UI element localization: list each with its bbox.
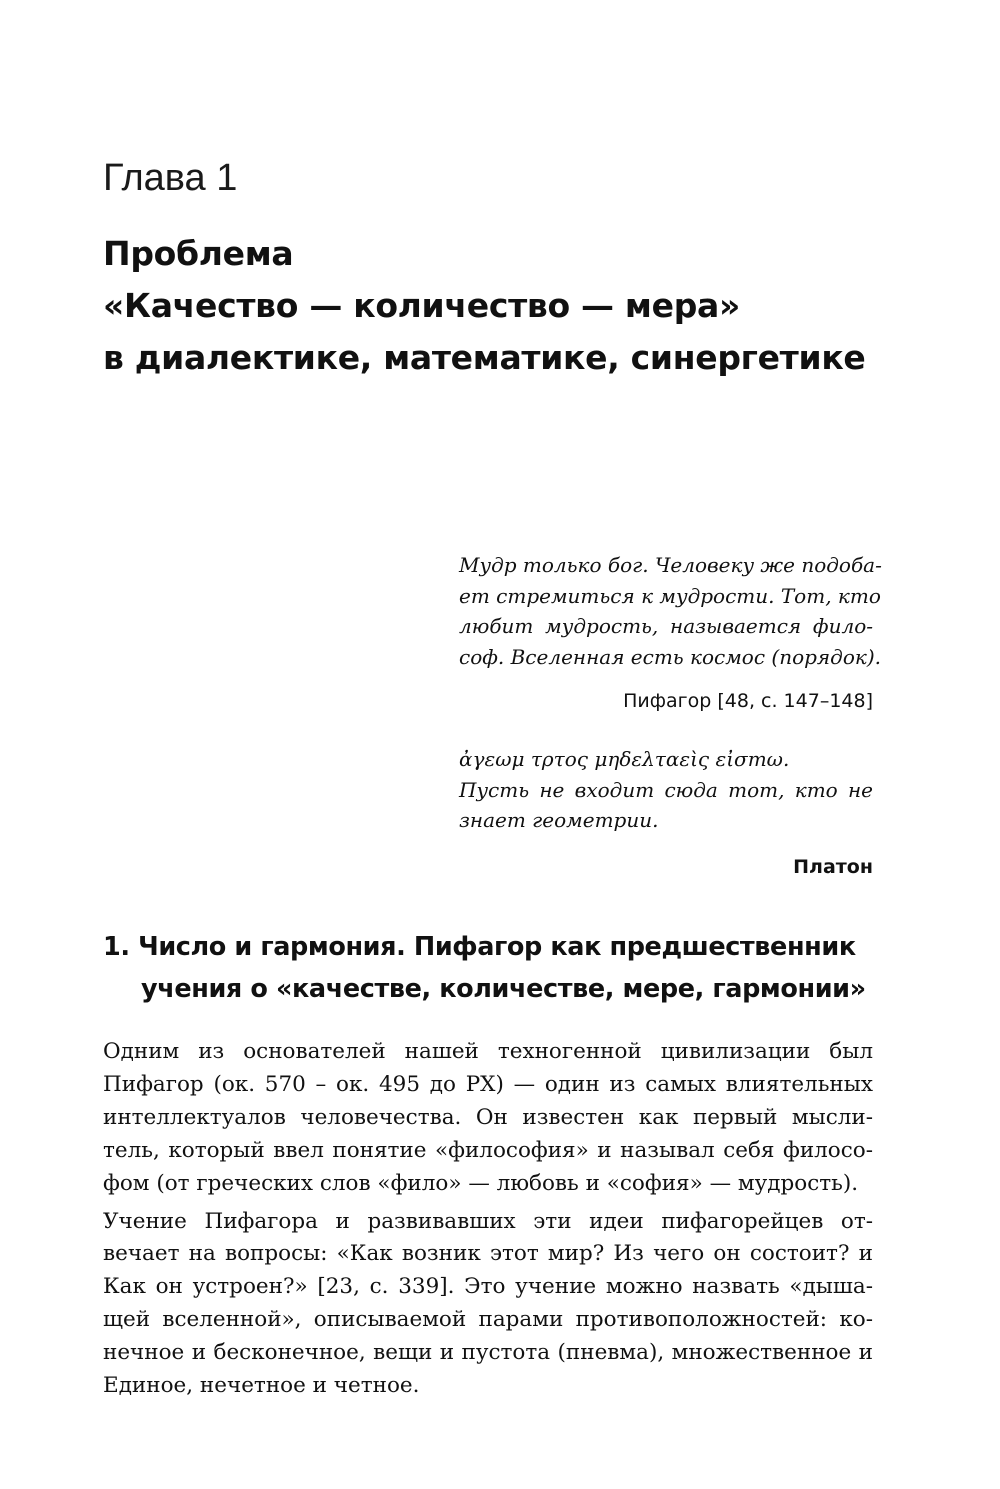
paragraph-line: Единое, нечетное и четное.: [103, 1373, 420, 1399]
paragraph-line: интеллектуалов человечества. Он известен как первый мысли-: [103, 1104, 873, 1130]
epigraph-author: Пифагор [48, с. 147–148]: [623, 690, 873, 712]
section-heading-line: 1. Число и гармония. Пифагор как предшественник: [103, 932, 856, 962]
body-text: [103, 1036, 873, 1403]
epigraph-line: знает геометрии.: [459, 808, 659, 832]
paragraph-line: Пифагор (ок. 570 – ок. 495 до РХ) — один из самых влиятельных: [103, 1071, 873, 1097]
chapter-label: Глава 1: [103, 157, 238, 199]
paragraph: [103, 1206, 873, 1403]
epigraph-text: [459, 744, 873, 836]
epigraph-line: Пусть не входит сюда тот, кто не: [459, 777, 873, 802]
epigraph-line: ет стремиться к мудрости. Тот, кто: [459, 583, 881, 608]
epigraph-line-greek: ἀγεωμ τρτος μηδελταεὶς εἰσтω.: [459, 747, 790, 771]
paragraph-line: тель, который ввел понятие «философия» и называл себя филосо-: [103, 1137, 873, 1163]
paragraph-line: щей вселенной», описываемой парами противоположностей: ко-: [103, 1307, 873, 1333]
chapter-title: [103, 228, 923, 384]
paragraph-line: Одним из основателей нашей техногенной цивилизации был: [103, 1039, 873, 1064]
section-heading: [103, 926, 903, 1010]
paragraph-line: Учение Пифагора и развивавших эти идеи пифагорейцев от-: [103, 1208, 873, 1234]
epigraph-text: [459, 550, 882, 672]
chapter-title-line: «Качество — количество — мера»: [103, 286, 740, 325]
paragraph-line: Как он устроен?» [23, с. 339]. Это учение можно назвать «дыша-: [103, 1274, 873, 1300]
chapter-title-line: в диалектике, математике, синергетике: [103, 338, 866, 377]
epigraph-line: соф. Вселенная есть космос (порядок).: [459, 644, 881, 669]
paragraph-line: нечное и бесконечное, вещи и пустота (пневма), множественное и: [103, 1340, 873, 1366]
paragraph: [103, 1036, 873, 1201]
paragraph-line: фом (от греческих слов «фило» — любовь и «софия» — мудрость).: [103, 1170, 859, 1196]
epigraph-line: Мудр только бог. Человеку же подоба-: [459, 553, 882, 577]
paragraph-line: вечает на вопросы: «Как возник этот мир? Из чего он состоит? и: [103, 1241, 873, 1267]
epigraph-pythagoras: [459, 550, 882, 716]
section-heading-line: учения о «качестве, количестве, мере, гармонии»: [141, 974, 866, 1004]
epigraph-plato: [459, 744, 873, 882]
epigraph-author: Платон: [793, 855, 873, 878]
epigraph-line: любит мудрость, называется фило-: [459, 614, 873, 638]
chapter-title-line: Проблема: [103, 234, 294, 273]
